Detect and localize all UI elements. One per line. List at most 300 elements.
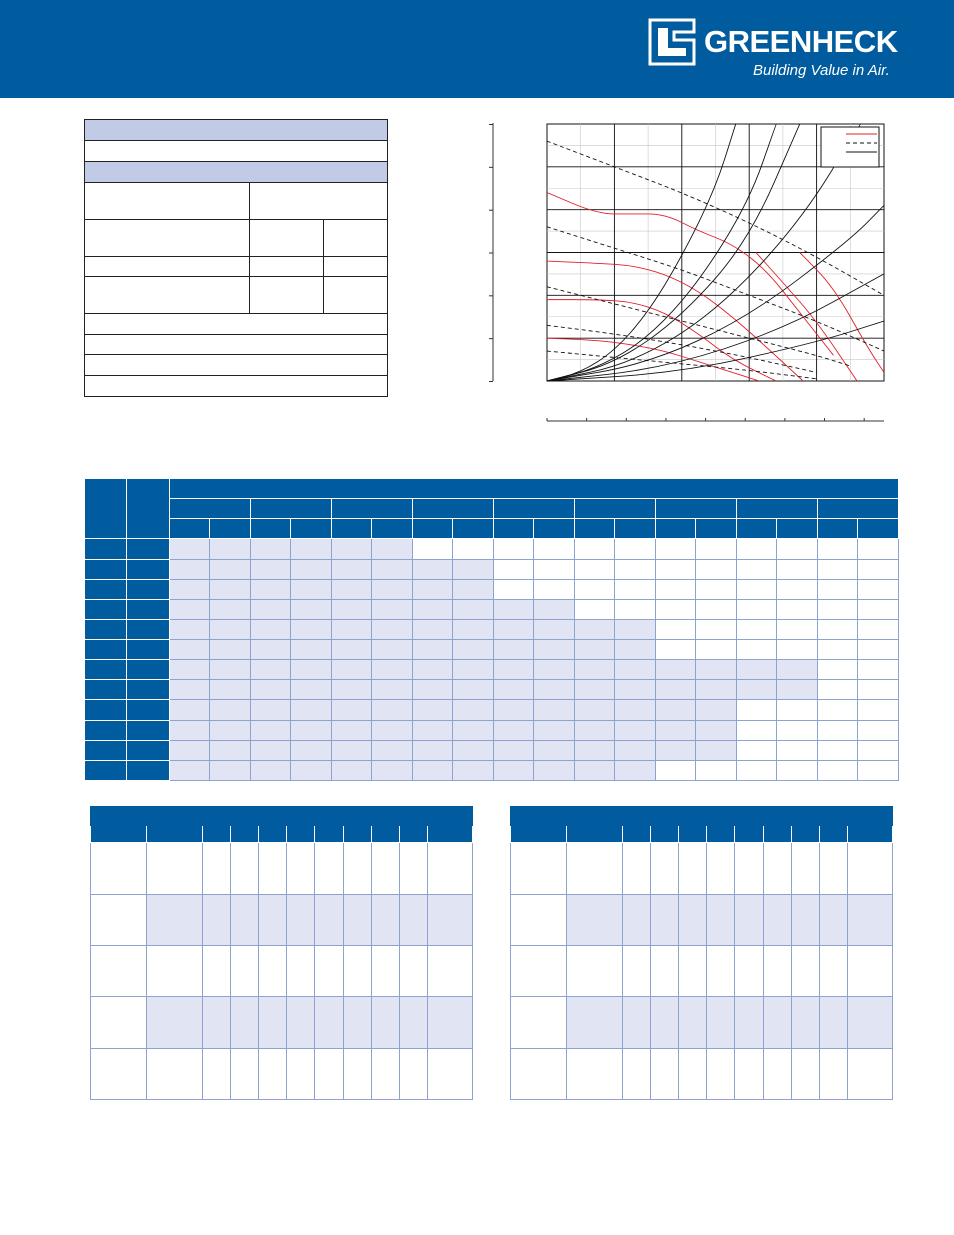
greenheck-g-mark-icon (646, 18, 698, 66)
table-cell (820, 997, 848, 1048)
spec-row-7 (85, 335, 387, 355)
table-cell (575, 720, 615, 740)
table-row (85, 599, 899, 619)
table-cell (372, 945, 400, 996)
table-cell (231, 997, 259, 1048)
table-cell (494, 680, 534, 700)
row-label-cell (127, 559, 170, 579)
table-cell (534, 619, 575, 639)
table-cell (344, 1048, 372, 1099)
table-cell (737, 599, 777, 619)
table-cell (428, 894, 473, 945)
table-cell (210, 740, 251, 760)
table-cell (291, 700, 332, 720)
table-cell (818, 760, 858, 780)
spec-cell (250, 220, 324, 256)
table-cell (210, 619, 251, 639)
table-cell (818, 740, 858, 760)
table-cell (203, 894, 231, 945)
header-subcell (413, 519, 453, 539)
table-cell (656, 760, 696, 780)
table-cell (575, 599, 615, 619)
header-cell-model (85, 479, 127, 539)
table-cell (651, 843, 679, 894)
table-cell (147, 843, 203, 894)
table-cell (259, 843, 287, 894)
table-cell (428, 945, 473, 996)
table-cell (372, 1048, 400, 1099)
table-row (85, 660, 899, 680)
table-cell (777, 740, 818, 760)
table-cell (615, 740, 656, 760)
table-cell (656, 640, 696, 660)
table-cell (735, 945, 764, 996)
table-cell (251, 680, 291, 700)
row-label-cell (127, 599, 170, 619)
table-cell (679, 843, 707, 894)
table-row (511, 945, 893, 996)
column-header-cell (231, 826, 259, 843)
table-row (85, 619, 899, 639)
spec-row-5 (85, 277, 387, 314)
table-cell (332, 559, 372, 579)
table-cell (696, 619, 737, 639)
table-cell (210, 720, 251, 740)
table-cell (453, 579, 494, 599)
header-subcell (737, 519, 777, 539)
row-label-cell (127, 660, 170, 680)
table-cell (656, 599, 696, 619)
table-cell (291, 539, 332, 559)
table-cell (453, 720, 494, 740)
table-cell (818, 660, 858, 680)
table-cell (287, 997, 315, 1048)
table-cell (413, 760, 453, 780)
table-cell (651, 945, 679, 996)
table-cell (737, 740, 777, 760)
table-cell (735, 1048, 764, 1099)
table-row (85, 720, 899, 740)
table-cell (170, 700, 210, 720)
table-cell (344, 843, 372, 894)
table-cell (623, 1048, 651, 1099)
table-cell (737, 579, 777, 599)
table-row (511, 843, 893, 894)
row-label-cell (85, 720, 127, 740)
table-cell (818, 599, 858, 619)
table-cell (170, 539, 210, 559)
table-cell (737, 720, 777, 740)
table-cell (575, 680, 615, 700)
header-subcell (372, 519, 413, 539)
table-cell (737, 559, 777, 579)
row-label-cell (85, 740, 127, 760)
table-cell (656, 680, 696, 700)
table-cell (792, 945, 820, 996)
table-cell (764, 1048, 792, 1099)
table-cell (203, 945, 231, 996)
table-cell (707, 894, 735, 945)
table-cell (372, 559, 413, 579)
table-cell (511, 894, 567, 945)
row-label-cell (85, 660, 127, 680)
spec-band-1 (85, 120, 387, 141)
header-group-cell (737, 499, 818, 519)
table-cell (91, 843, 147, 894)
table-cell (494, 599, 534, 619)
table-cell (259, 894, 287, 945)
table-cell (453, 559, 494, 579)
table-cell (575, 660, 615, 680)
table-cell (315, 894, 344, 945)
table-cell (203, 997, 231, 1048)
table-cell (291, 760, 332, 780)
table-cell (696, 700, 737, 720)
table-cell (737, 539, 777, 559)
table-cell (615, 760, 656, 780)
table-cell (848, 894, 893, 945)
header-subcell (696, 519, 737, 539)
table-cell (820, 945, 848, 996)
column-header-cell (147, 826, 203, 843)
table-cell (858, 559, 899, 579)
header-group-cell (413, 499, 494, 519)
table-cell (170, 619, 210, 639)
table-cell (453, 700, 494, 720)
table-cell (858, 579, 899, 599)
table-row (85, 579, 899, 599)
table-cell (820, 894, 848, 945)
table-cell (413, 720, 453, 740)
table-cell (656, 559, 696, 579)
table-cell (696, 760, 737, 780)
row-label-cell (127, 539, 170, 559)
table-cell (696, 740, 737, 760)
table-cell (818, 619, 858, 639)
table-cell (656, 579, 696, 599)
table-cell (428, 997, 473, 1048)
table-cell (315, 997, 344, 1048)
table-cell (291, 720, 332, 740)
table-cell (332, 579, 372, 599)
table-cell (575, 700, 615, 720)
header-subcell (251, 519, 291, 539)
table-cell (315, 945, 344, 996)
table-cell (344, 997, 372, 1048)
table-cell (534, 559, 575, 579)
row-label-cell (127, 680, 170, 700)
table-cell (494, 559, 534, 579)
table-cell (737, 619, 777, 639)
table-cell (210, 760, 251, 780)
column-header-cell (344, 826, 372, 843)
table-cell (453, 680, 494, 700)
table-cell (372, 843, 400, 894)
table-cell (332, 720, 372, 740)
table-cell (332, 680, 372, 700)
spec-row-4 (85, 257, 387, 277)
table-cell (615, 539, 656, 559)
spec-row-8 (85, 355, 387, 376)
spec-cell (85, 183, 250, 219)
table-cell (858, 619, 899, 639)
table-cell (511, 945, 567, 996)
row-label-cell (85, 700, 127, 720)
row-label-cell (127, 760, 170, 780)
table-cell (251, 660, 291, 680)
table-cell (858, 660, 899, 680)
table-cell (372, 680, 413, 700)
header-cell-span (170, 479, 899, 499)
table-cell (170, 640, 210, 660)
y-axis-ticks (489, 125, 493, 382)
header-subcell (575, 519, 615, 539)
table-cell (203, 1048, 231, 1099)
table-cell (777, 599, 818, 619)
table-title-bar (511, 807, 893, 826)
header-subcell (210, 519, 251, 539)
table-cell (820, 1048, 848, 1099)
table-cell (696, 599, 737, 619)
table-cell (332, 619, 372, 639)
data-table-left (90, 806, 473, 1100)
row-label-cell (127, 740, 170, 760)
table-cell (494, 539, 534, 559)
table-cell (91, 1048, 147, 1099)
table-cell (251, 579, 291, 599)
table-cell (534, 700, 575, 720)
chart-legend (821, 127, 879, 167)
table-cell (567, 1048, 623, 1099)
header-cell-size (127, 479, 170, 539)
table-cell (567, 894, 623, 945)
table-row (511, 894, 893, 945)
table-cell (251, 720, 291, 740)
table-cell (737, 660, 777, 680)
table-cell (567, 945, 623, 996)
header-subcell (453, 519, 494, 539)
header-group-cell (656, 499, 737, 519)
spec-band-2 (85, 162, 387, 183)
table-cell (251, 539, 291, 559)
table-cell (372, 700, 413, 720)
table-row (85, 539, 899, 559)
table-cell (792, 843, 820, 894)
table-cell (534, 720, 575, 740)
table-cell (615, 559, 656, 579)
spec-row-6 (85, 314, 387, 335)
table-cell (372, 619, 413, 639)
table-cell (534, 760, 575, 780)
table-cell (534, 660, 575, 680)
column-header-cell (372, 826, 400, 843)
table-cell (494, 760, 534, 780)
table-cell (251, 740, 291, 760)
table-cell (453, 760, 494, 780)
spec-row-1 (85, 141, 387, 162)
table-cell (858, 700, 899, 720)
table-cell (764, 945, 792, 996)
header-group-cell (818, 499, 899, 519)
table-cell (567, 843, 623, 894)
table-cell (615, 599, 656, 619)
table-cell (858, 720, 899, 740)
table-cell (656, 700, 696, 720)
table-cell (858, 640, 899, 660)
table-cell (251, 700, 291, 720)
table-cell (575, 760, 615, 780)
table-cell (291, 619, 332, 639)
company-logo[interactable] (646, 18, 896, 82)
table-cell (623, 945, 651, 996)
table-cell (287, 1048, 315, 1099)
row-label-cell (127, 720, 170, 740)
table-cell (764, 894, 792, 945)
table-cell (696, 660, 737, 680)
table-cell (651, 997, 679, 1048)
column-header-cell (259, 826, 287, 843)
table-cell (615, 619, 656, 639)
table-cell (291, 740, 332, 760)
table-cell (91, 997, 147, 1048)
column-header-cell (792, 826, 820, 843)
table-cell (735, 997, 764, 1048)
table-cell (413, 619, 453, 639)
spec-row-2 (85, 183, 387, 220)
table-row (91, 997, 473, 1048)
header-subcell (858, 519, 899, 539)
table-cell (287, 945, 315, 996)
table-cell (777, 680, 818, 700)
table-cell (344, 894, 372, 945)
table-cell (251, 760, 291, 780)
table-cell (777, 660, 818, 680)
table-cell (575, 539, 615, 559)
spec-row-3 (85, 220, 387, 257)
table-row (85, 740, 899, 760)
table-cell (453, 619, 494, 639)
table-cell (615, 579, 656, 599)
brand-tagline: Building Value in Air. (753, 62, 890, 79)
table-cell (332, 760, 372, 780)
table-cell (291, 680, 332, 700)
specification-table (84, 119, 388, 397)
table-cell (848, 843, 893, 894)
table-cell (511, 1048, 567, 1099)
table-cell (615, 720, 656, 740)
table-cell (372, 539, 413, 559)
table-cell (413, 599, 453, 619)
table-cell (210, 700, 251, 720)
table-cell (707, 997, 735, 1048)
header-group-cell (575, 499, 656, 519)
table-cell (91, 894, 147, 945)
table-cell (534, 640, 575, 660)
column-header-cell (623, 826, 651, 843)
table-cell (170, 599, 210, 619)
table-cell (777, 700, 818, 720)
table-cell (332, 700, 372, 720)
table-row (91, 843, 473, 894)
table-cell (291, 660, 332, 680)
table-cell (818, 640, 858, 660)
header-subcell (777, 519, 818, 539)
table-cell (737, 680, 777, 700)
column-header-cell (428, 826, 473, 843)
row-label-cell (85, 760, 127, 780)
column-header-cell (287, 826, 315, 843)
table-cell (287, 843, 315, 894)
row-label-cell (85, 619, 127, 639)
table-cell (210, 539, 251, 559)
table-title-bar (91, 807, 473, 826)
table-cell (453, 539, 494, 559)
table-cell (707, 843, 735, 894)
table-cell (251, 559, 291, 579)
table-cell (777, 760, 818, 780)
table-cell (679, 945, 707, 996)
table-cell (735, 843, 764, 894)
row-label-cell (85, 539, 127, 559)
table-cell (413, 700, 453, 720)
header-band (0, 0, 954, 98)
table-cell (413, 579, 453, 599)
table-cell (615, 680, 656, 700)
table-cell (231, 894, 259, 945)
table-cell (818, 559, 858, 579)
table-cell (567, 997, 623, 1048)
table-cell (615, 640, 656, 660)
table-cell (696, 720, 737, 740)
column-header-cell (400, 826, 428, 843)
table-cell (534, 539, 575, 559)
column-header-cell (91, 826, 147, 843)
table-cell (344, 945, 372, 996)
table-cell (623, 997, 651, 1048)
row-label-cell (127, 579, 170, 599)
table-cell (696, 539, 737, 559)
table-cell (777, 640, 818, 660)
table-cell (735, 894, 764, 945)
table-cell (400, 997, 428, 1048)
column-header-cell (820, 826, 848, 843)
table-row (85, 680, 899, 700)
table-row (511, 997, 893, 1048)
table-cell (511, 997, 567, 1048)
table-cell (91, 945, 147, 996)
table-row (85, 640, 899, 660)
legend-box (821, 127, 879, 167)
table-cell (511, 843, 567, 894)
header-subcell (818, 519, 858, 539)
table-cell (679, 894, 707, 945)
table-cell (400, 843, 428, 894)
column-header-cell (651, 826, 679, 843)
table-cell (818, 539, 858, 559)
table-cell (696, 640, 737, 660)
table-cell (679, 997, 707, 1048)
table-cell (210, 579, 251, 599)
table-cell (203, 843, 231, 894)
table-cell (372, 599, 413, 619)
column-header-cell (848, 826, 893, 843)
column-header-cell (511, 826, 567, 843)
performance-chart (480, 115, 900, 435)
table-cell (696, 680, 737, 700)
table-cell (372, 760, 413, 780)
table-cell (400, 945, 428, 996)
table-cell (332, 740, 372, 760)
